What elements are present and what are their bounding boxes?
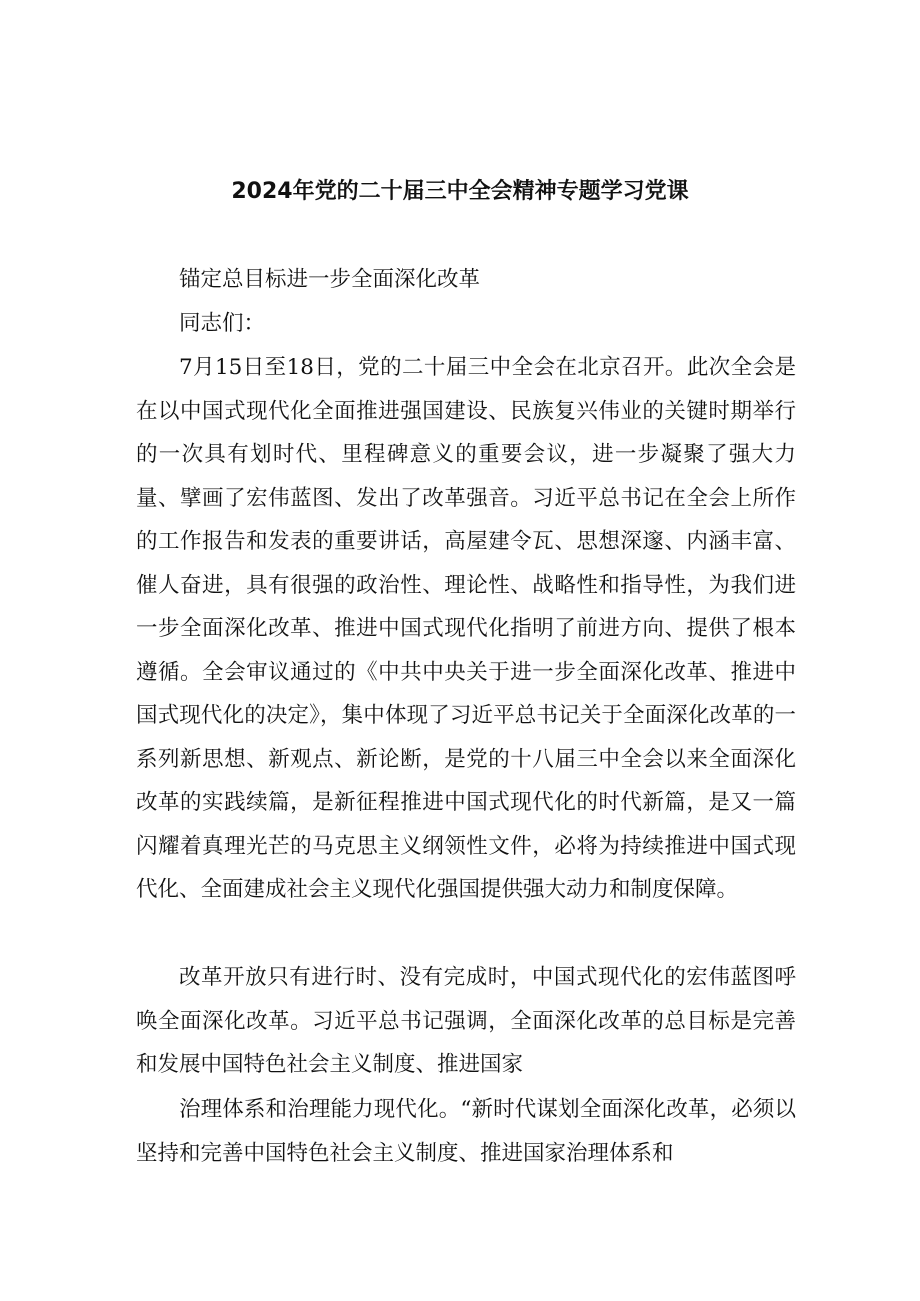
greeting: 同志们： — [179, 311, 266, 336]
paragraph: 改革开放只有进行时、没有完成时，中国式现代化的宏伟蓝图呼唤全面深化改革。习近平总书记强调，全面深化改革的总目标是完善和发展中国特色社会主义制度、推进国家 — [136, 965, 796, 1077]
paragraph: 治理体系和治理能力现代化。“新时代谋划全面深化改革，必须以坚持和完善中国特色社会主义制度、推进国家治理体系和 — [136, 1097, 796, 1166]
document-title: 2024年党的二十届三中全会精神专题学习党课 — [231, 179, 689, 204]
paragraph: 7月15日至18日，党的二十届三中全会在北京召开。此次全会是在以中国式现代化全面推进强国建设、民族复兴伟业的关键时期举行的一次具有划时代、里程碑意义的重要会议，进一步凝聚了强大力量、擘画了宏伟蓝图、发出了改革强音。习近平总书记在全会上所作的工作报告和发表的重要讲话，高屋建令瓦、思想深邃、内涵丰富、催人奋进，具有很强的政治性、理论性、战略性和指导性，为我们进一步全面深化改革、推进中国式现代化指明了前进方向、提供了根本遵循。全会审议通过的《中共中央关于进一步全面深化改革、推进中国式现代化的决定》，集中体现了习近平总书记关于全面深化改革的一系列新思想、新观点、新论断，是党的十八届三中全会以来全面深化改革的实践续篇，是新征程推进中国式现代化的时代新篇，是又一篇闪耀着真理光芒的马克思主义纲领性文件，必将为持续推进中国式现代化、全面建成社会主义现代化强国提供强大动力和制度保障。 — [136, 355, 796, 902]
document-subtitle: 锚定总目标进一步全面深化改革 — [179, 267, 481, 292]
